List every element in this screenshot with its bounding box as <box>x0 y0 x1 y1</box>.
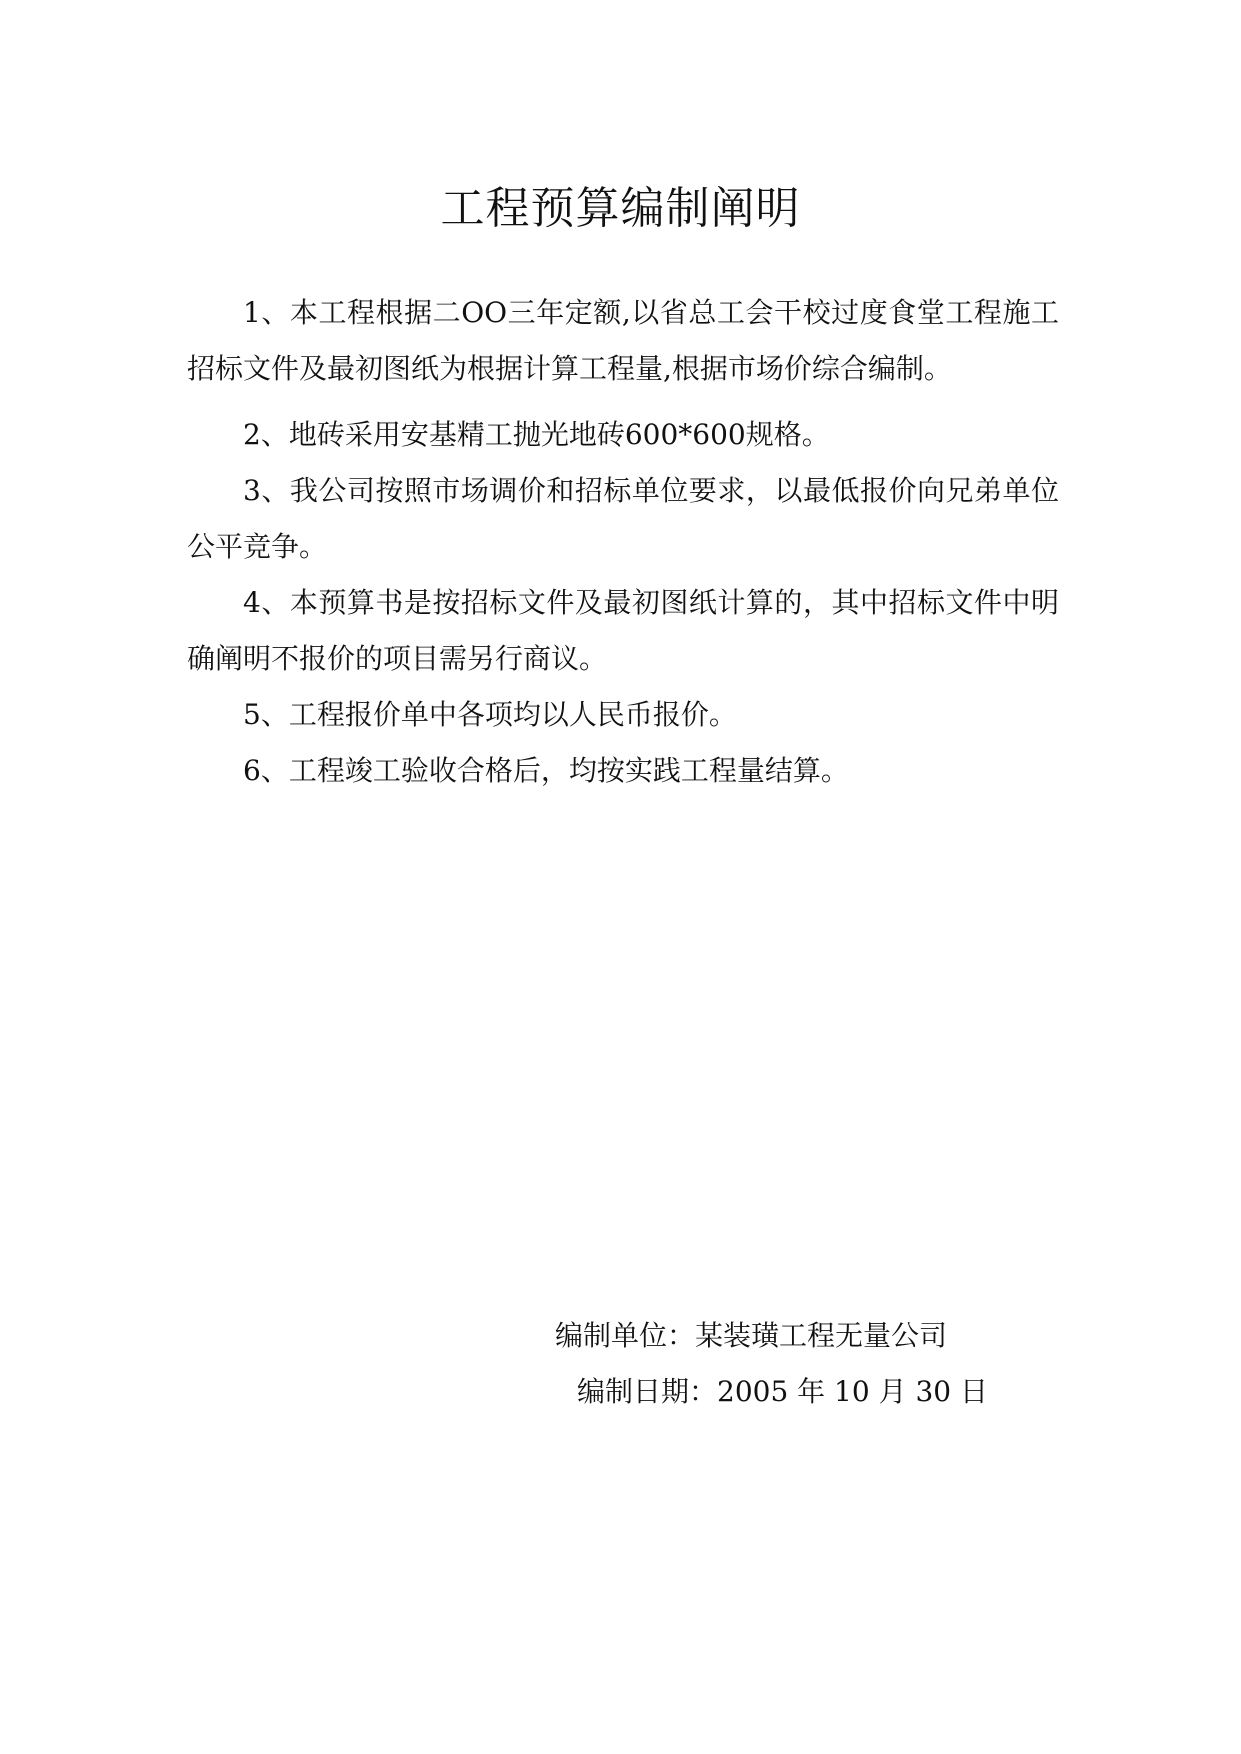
body-paragraph-5: 5、工程报价单中各项均以人民币报价。 <box>243 698 737 731</box>
compiling-date: 编制日期：2005 年 10 月 30 日 <box>577 1375 989 1408</box>
body-paragraph-4: 4、本预算书是按招标文件及最初图纸计算的，其中招标文件中明确阐明不报价的项目需另行商议。 <box>187 586 1059 675</box>
document-body <box>187 285 1059 799</box>
compiling-unit: 编制单位：某装璜工程无量公司 <box>555 1319 948 1352</box>
body-paragraph-3: 3、我公司按照市场调价和招标单位要求，以最低报价向兄弟单位公平竞争。 <box>187 474 1059 563</box>
body-paragraph-6: 6、工程竣工验收合格后，均按实践工程量结算。 <box>243 754 849 787</box>
body-paragraph-2: 2、地砖采用安基精工抛光地砖600*600规格。 <box>243 418 830 451</box>
document-title: 工程预算编制阐明 <box>440 183 801 235</box>
signature-block <box>555 1308 1005 1420</box>
body-paragraph-1: 1、本工程根据二OO三年定额,以省总工会干校过度食堂工程施工招标文件及最初图纸为根据计算工程量,根据市场价综合编制。 <box>187 296 1059 385</box>
